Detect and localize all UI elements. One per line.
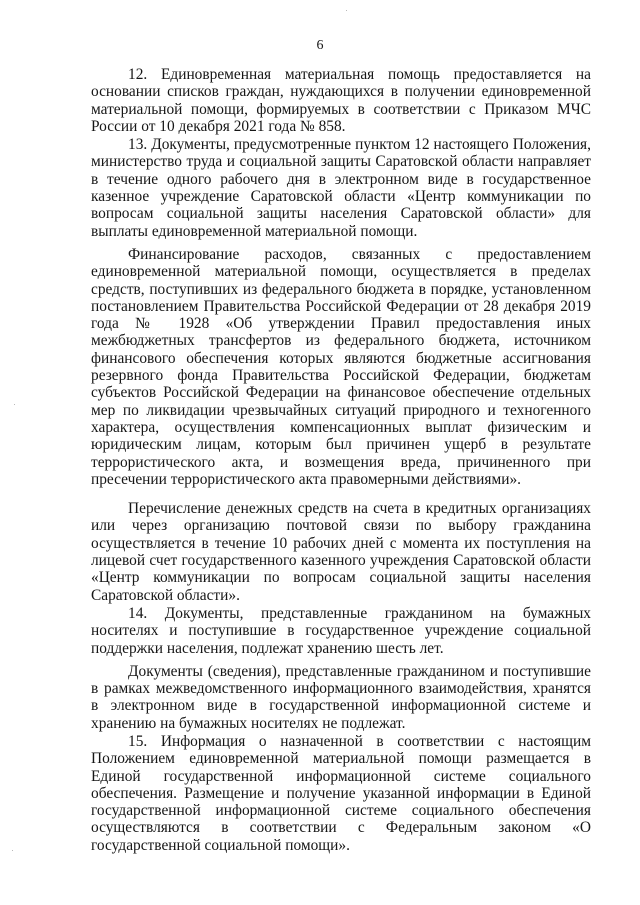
- scan-artifact: [12, 850, 13, 851]
- paragraph-transfer: Перечисление денежных средств на счета в кредитных организациях или через организацию почтовой связи по выбору гражданина осуществляется в течение 10 рабочих дней с момента их поступления на лицевой счет государственного казенного учреждения Саратовской области «Центр коммуникации по вопросам социальной защиты населения Саратовской области».: [91, 500, 591, 604]
- document-body: [91, 66, 591, 854]
- paragraph-financing: Финансирование расходов, связанных с предоставлением единовременной материальной помощи, осуществляется в пределах средств, поступивших из федерального бюджета в порядке, установленном постановлением Правительства Российской Федерации от 28 декабря 2019 года № 1928 «Об утверждении Правил предоставления иных межбюджетных трансфертов из федерального бюджета, источником финансового обеспечения которых являются бюджетные ассигнования резервного фонда Правительства Российской Федерации, бюджетам субъектов Российской Федерации на финансовое обеспечение отдельных мер по ликвидации чрезвычайных ситуаций природного и техногенного характера, осуществления компенсационных выплат физическим и юридическим лицам, которым был причинен ущерб в результате террористического акта, и возмещения вреда, причиненного при пресечении террористического акта правомерными действиями».: [91, 245, 591, 488]
- paragraph-electronic-storage: Документы (сведения), представленные гражданином и поступившие в рамках межведомственного информационного взаимодействия, хранятся в электронном виде в государственной информационной системе и хранению на бумажных носителях не подлежат.: [91, 662, 591, 732]
- paragraph-item-14: 14. Документы, представленные гражданином на бумажных носителях и поступившие в государственное учреждение социальной поддержки населения, подлежат хранению шесть лет.: [91, 604, 591, 657]
- paragraph-item-15: 15. Информация о назначенной в соответствии с настоящим Положением единовременной материальной помощи размещается в Единой государственной информационной системе социального обеспечения. Размещение и получение указанной информации в Единой государственной информационной системе социального обеспечения осуществляются в соответствии с Федеральным законом «О государственной социальной помощи».: [91, 732, 591, 854]
- scan-artifact: [14, 404, 15, 405]
- page-number: 6: [316, 38, 324, 53]
- paragraph-item-12: 12. Единовременная материальная помощь предоставляется на основании списков граждан, нуждающихся в получении единовременной материальной помощи, формируемых в соответствии с Приказом МЧС России от 10 декабря 2021 года № 858.: [91, 66, 591, 135]
- scan-artifact: [346, 10, 347, 11]
- paragraph-item-13: 13. Документы, предусмотренные пунктом 12 настоящего Положения, министерство труда и социальной защиты Саратовской области направляет в течение одного рабочего дня в электронном виде в государственное казенное учреждение Саратовской области «Центр коммуникации по вопросам социальной защиты населения Саратовской области» для выплаты единовременной материальной помощи.: [91, 136, 591, 240]
